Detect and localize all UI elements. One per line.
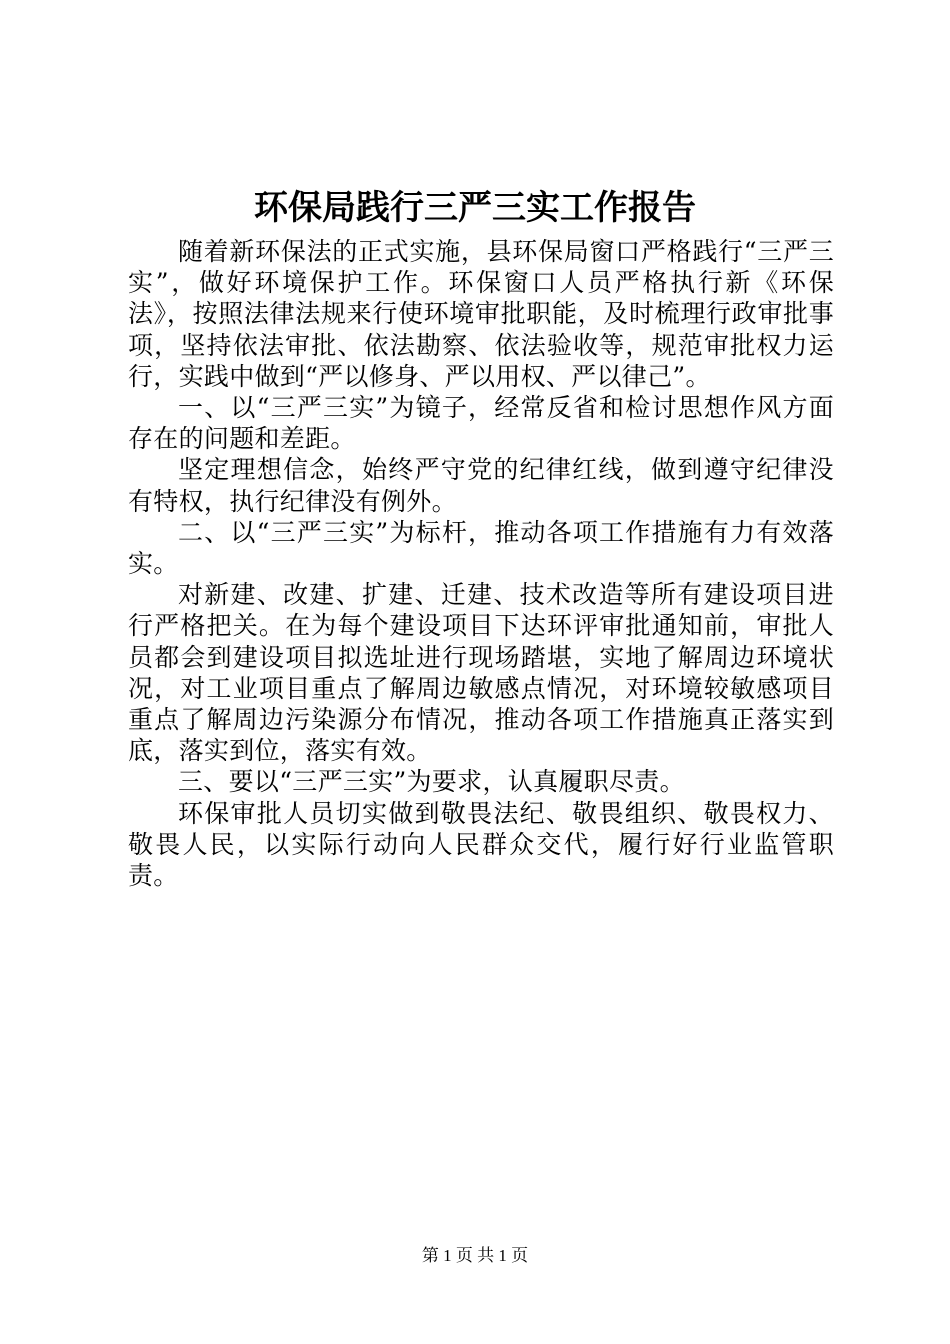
- paragraph-intro: 随着新环保法的正式实施，县环保局窗口严格践行“三严三实”，做好环境保护工作。环保窗口人员严格执行新《环保法》，按照法律法规来行使环境审批职能，及时梳理行政审批事项，坚持依法审批、依法勘察、依法验收等，规范审批权力运行，实践中做到“严以修身、严以用权、严以律己”。: [128, 237, 834, 391]
- page-number-footer: 第 1 页 共 1 页: [421, 1246, 529, 1265]
- paragraph-section-2: 对新建、改建、扩建、迁建、技术改造等所有建设项目进行严格把关。在为每个建设项目下达环评审批通知前，审批人员都会到建设项目拟选址进行现场踏堪，实地了解周边环境状况，对工业项目重点了解周边敏感点情况，对环境较敏感项目重点了解周边污染源分布情况，推动各项工作措施真正落实到底，落实到位，落实有效。: [128, 580, 834, 766]
- document-title: 环保局践行三严三实工作报告: [254, 188, 696, 228]
- paragraph-section-3: 环保审批人员切实做到敬畏法纪、敬畏组织、敬畏权力、敬畏人民，以实际行动向人民群众交代，履行好行业监管职责。: [128, 798, 834, 891]
- paragraph-section-1: 坚定理想信念，始终严守党的纪律红线，做到遵守纪律没有特权，执行纪律没有例外。: [128, 455, 834, 516]
- section-heading-3: 三、要以“三严三实”为要求，认真履职尽责。: [178, 767, 685, 797]
- section-heading-1: 一、以“三严三实”为镜子，经常反省和检讨思想作风方面存在的问题和差距。: [128, 393, 834, 454]
- section-heading-2: 二、以“三严三实”为标杆，推动各项工作措施有力有效落实。: [128, 517, 834, 579]
- document-body: [128, 236, 834, 891]
